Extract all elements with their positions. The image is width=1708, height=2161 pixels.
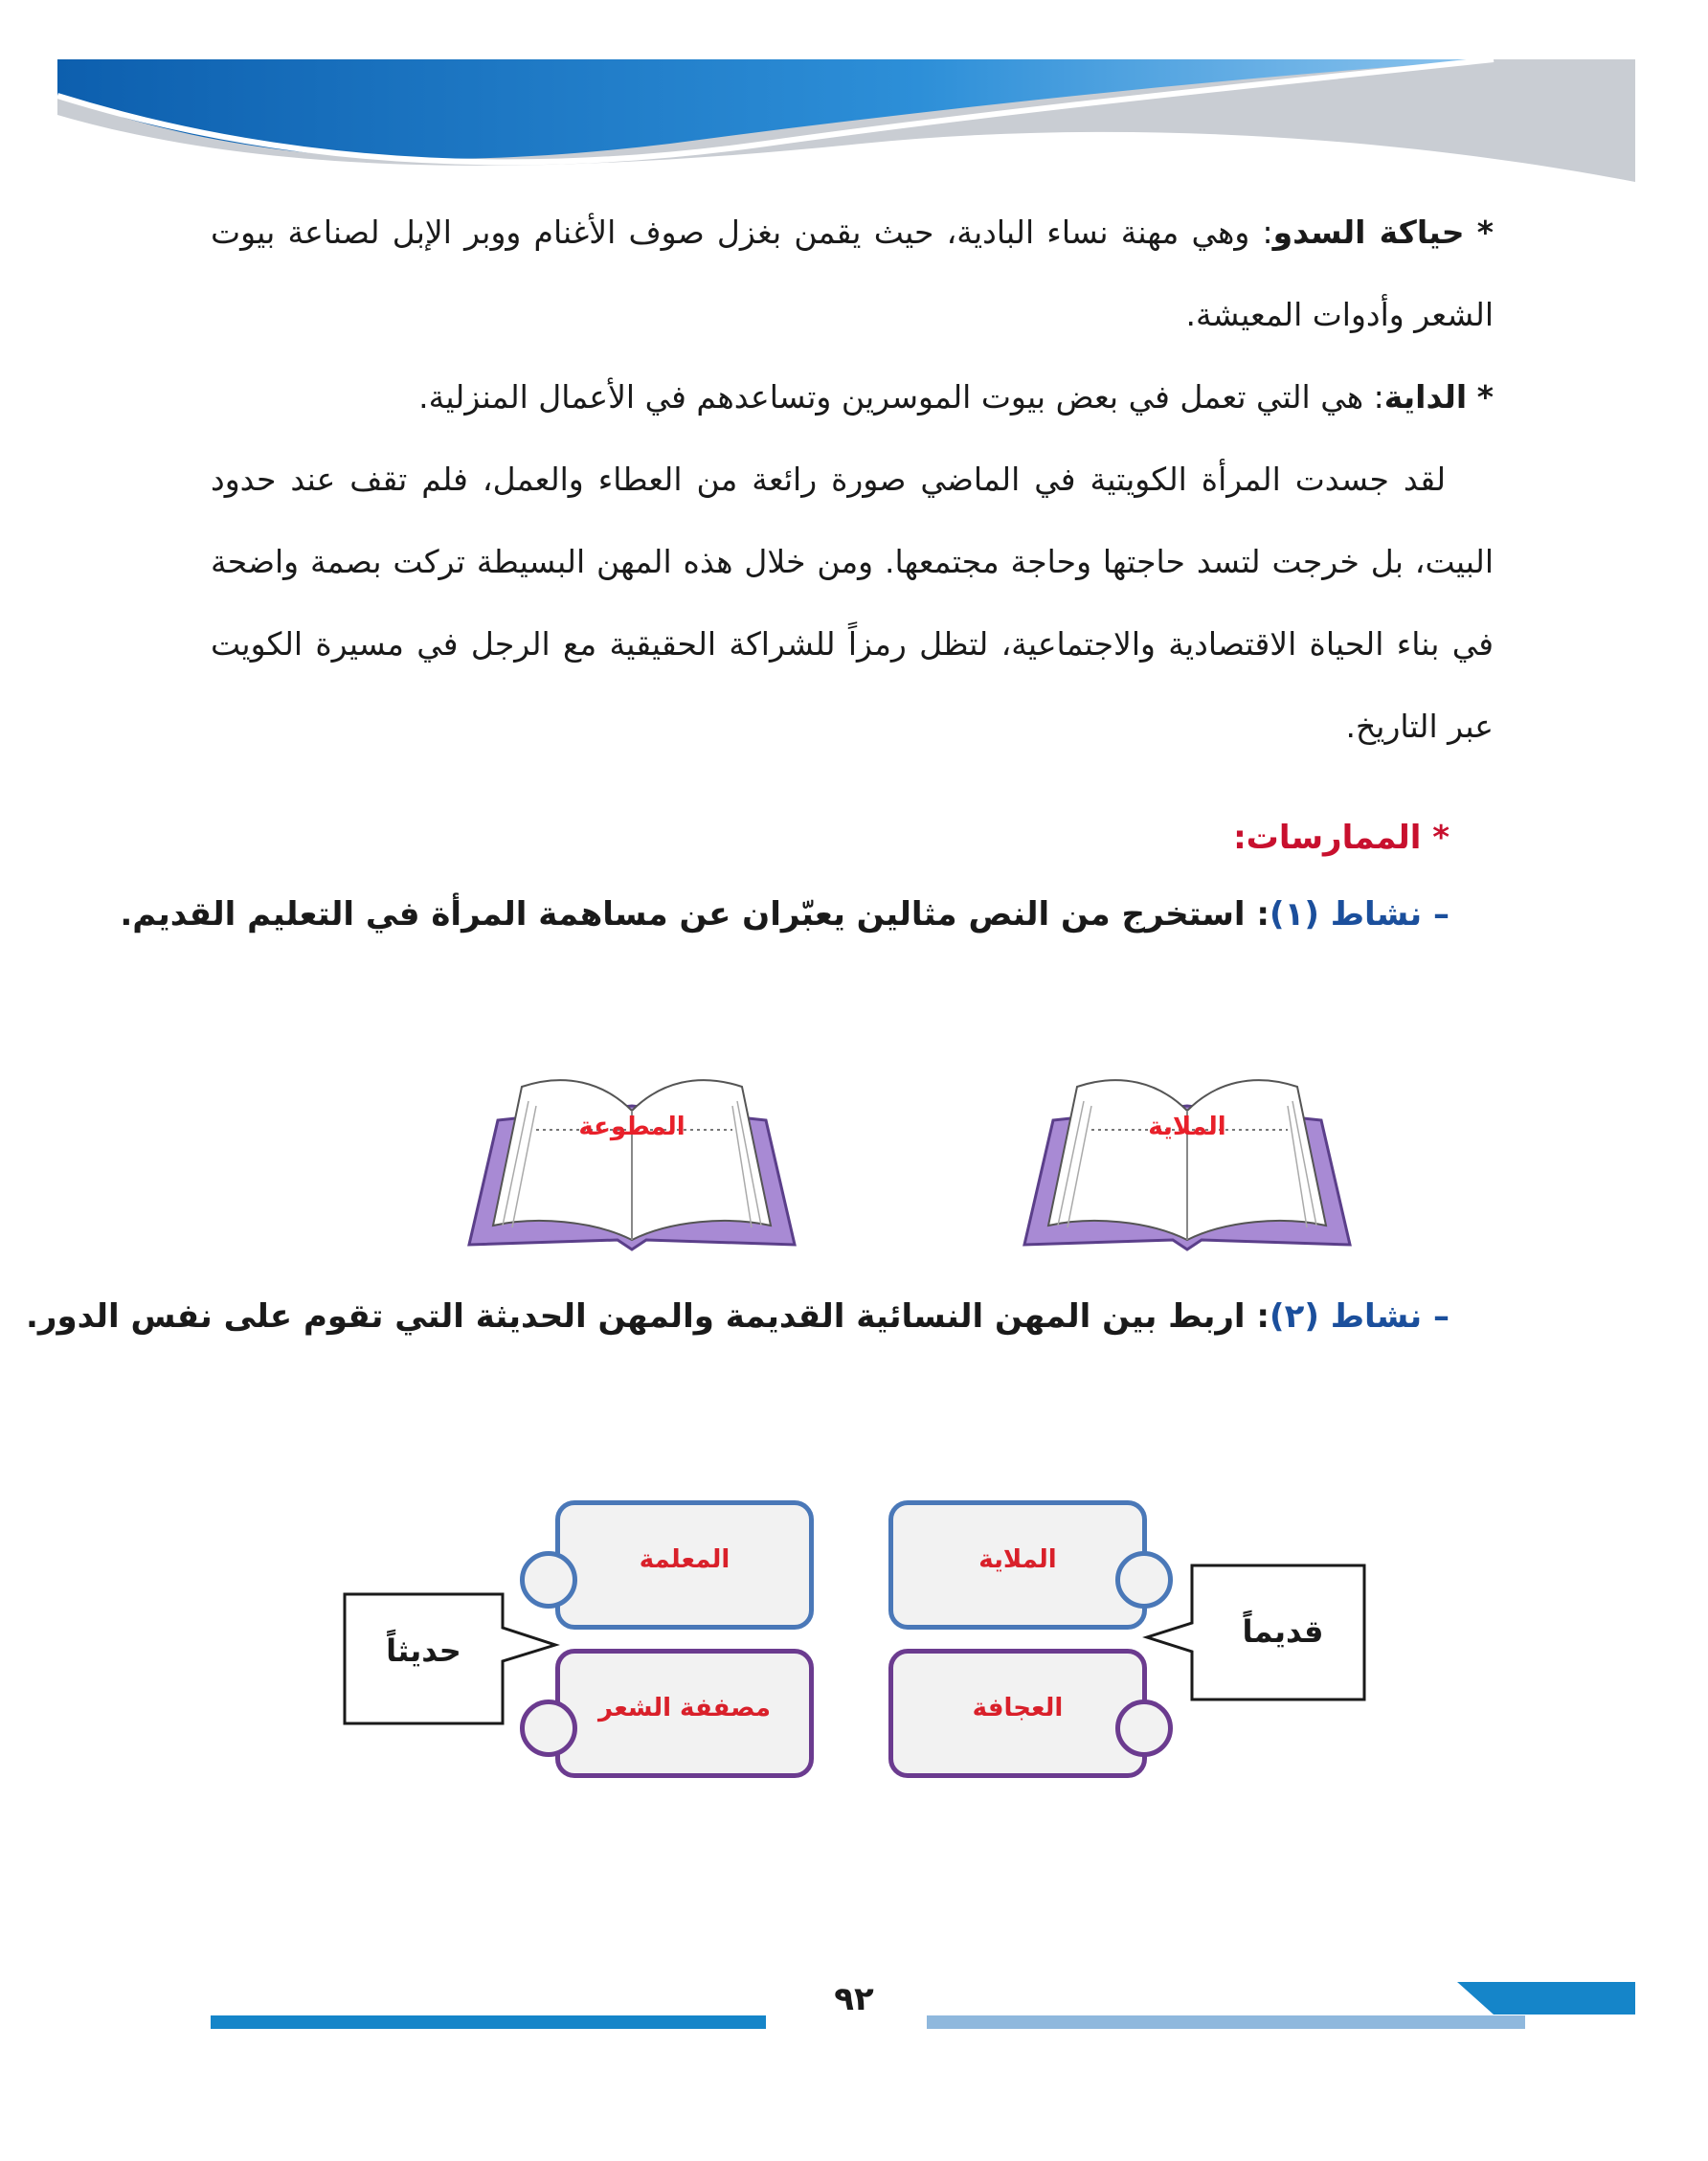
body-text <box>211 191 1494 768</box>
practices-title: * الممارسات: <box>1233 819 1450 857</box>
activity-1 <box>120 895 1450 934</box>
open-book-icon <box>1015 1063 1360 1254</box>
paragraph-summary: لقد جسدت المرأة الكويتية في الماضي صورة رائعة من العطاء والعمل، فلم تقف عند حدود البيت، بل خرجت لتسد حاجتها وحاجة مجتمعها. ومن خلال هذه المهن البسيطة تركت بصمة واضحة في بناء الحياة الاقتصادية والاجتماعية، لتظل رمزاً للشراكة الحقيقية مع الرجل في مسيرة الكويت عبر التاريخ. <box>211 461 1494 745</box>
activity-1-text: : استخرج من النص مثالين يعبّران عن مساهمة المرأة في التعليم القديم. <box>120 895 1270 934</box>
activity-2-dash: – <box>1433 1297 1450 1336</box>
book-left-label: المطوعة <box>578 1113 685 1141</box>
text-sadu: : وهي مهنة نساء البادية، حيث يقمن بغزل صوف الأغنام ووبر الإبل لصناعة بيوت الشعر وأدوات المعيشة. <box>211 214 1494 333</box>
card-new-bottom <box>555 1649 814 1778</box>
old-bubble-label: قديماً <box>1242 1613 1324 1650</box>
card-old-top <box>888 1500 1147 1630</box>
header-banner <box>0 0 1708 191</box>
book-right-label: الملاية <box>1148 1113 1226 1141</box>
card-new-bottom-label: مصففة الشعر <box>598 1694 771 1722</box>
text-daya: : هي التي تعمل في بعض بيوت الموسرين وتساعدهم في الأعمال المنزلية. <box>418 378 1384 416</box>
card-new-top <box>555 1500 814 1630</box>
bullet-star: * <box>1476 378 1494 416</box>
activity-2 <box>26 1297 1450 1336</box>
bullet-star: * <box>1476 214 1494 251</box>
card-old-top-label: الملاية <box>978 1545 1057 1574</box>
page-number: ٩٢ <box>834 1980 874 2018</box>
card-old-bottom-knob <box>1115 1700 1173 1757</box>
activity-1-dash: – <box>1433 895 1450 934</box>
open-book-icon <box>460 1063 804 1254</box>
activity-1-label: نشاط (١) <box>1270 895 1423 934</box>
term-daya: الداية <box>1383 378 1468 416</box>
book-left <box>460 1063 804 1254</box>
paragraph-sadu <box>211 191 1494 356</box>
card-old-bottom-label: العجافة <box>972 1694 1064 1722</box>
activity-2-label: نشاط (٢) <box>1270 1297 1423 1336</box>
paragraph-daya <box>211 356 1494 439</box>
term-sadu: حياكة السدو <box>1272 214 1465 251</box>
new-bubble-label: حديثاً <box>386 1632 461 1669</box>
card-old-bottom <box>888 1649 1147 1778</box>
activity-2-text: : اربط بين المهن النسائية القديمة والمهن الحديثة التي تقوم على نفس الدور. <box>25 1297 1270 1336</box>
book-right <box>1015 1063 1360 1254</box>
card-new-top-label: المعلمة <box>639 1545 730 1574</box>
